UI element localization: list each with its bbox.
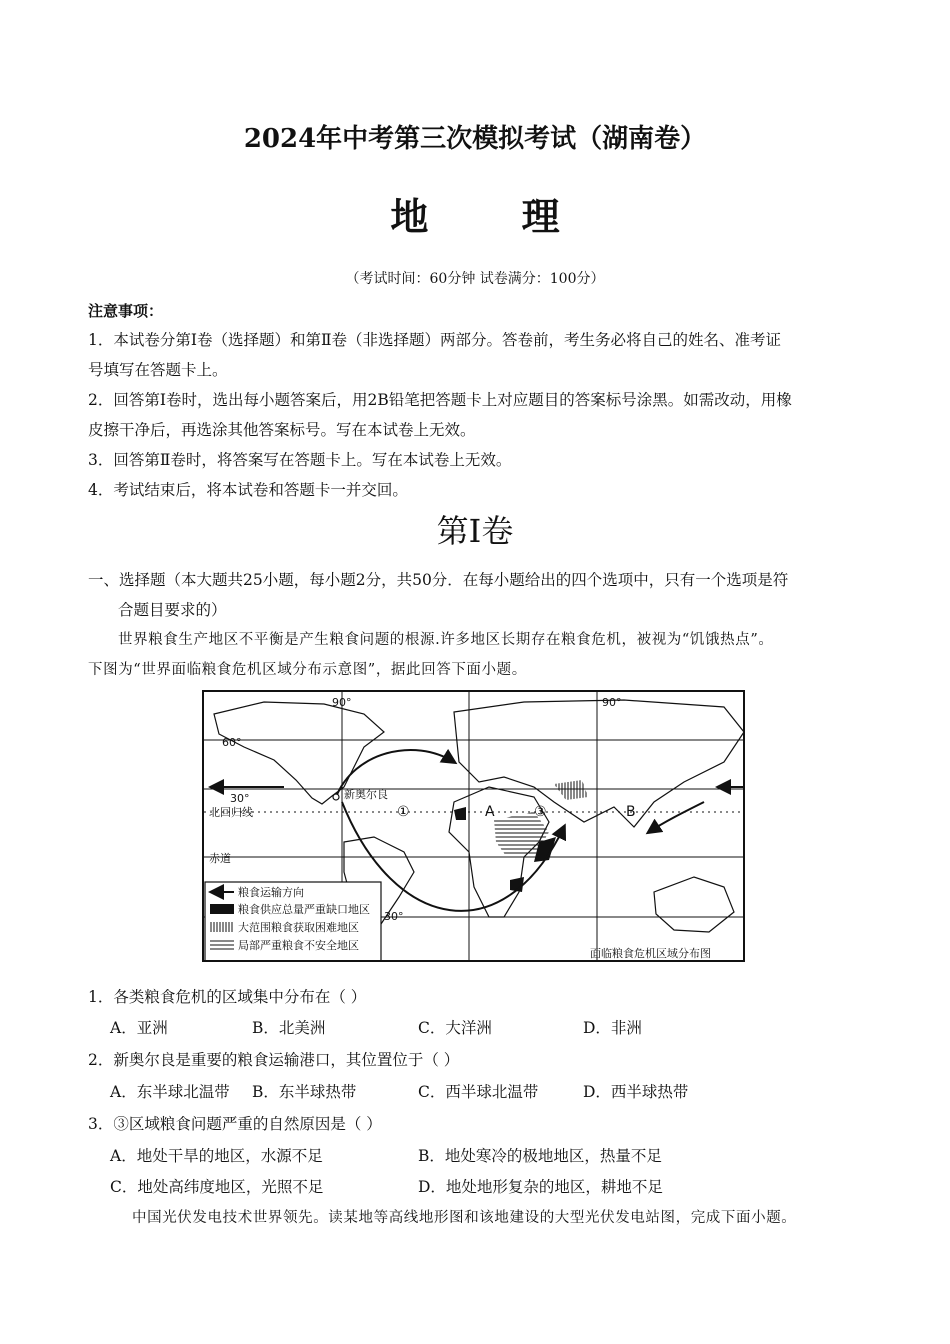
notice-line-1: 1．本试卷分第Ⅰ卷（选择题）和第Ⅱ卷（非选择题）两部分。答卷前，考生务必将自己的姓名、准考证 <box>88 331 782 349</box>
lat-60-label: 60° <box>222 736 242 749</box>
crisis-region-3 <box>554 780 588 800</box>
world-map-figure <box>202 690 745 962</box>
world-map-svg <box>204 692 745 962</box>
subject-title: 地 理 <box>390 194 600 239</box>
question-1-option-d: D．非洲 <box>583 1019 642 1037</box>
question-1-stem: 1．各类粮食危机的区域集中分布在（ ） <box>88 988 367 1006</box>
australia-outline <box>654 877 734 932</box>
section-heading-line-2: 合题目要求的） <box>118 601 227 619</box>
question-3-stem: 3．③区域粮食问题严重的自然原因是（ ） <box>88 1115 382 1133</box>
eurasia-outline <box>454 700 744 827</box>
volume-title: 第Ⅰ卷 <box>436 512 514 550</box>
question-2-option-d: D．西半球热带 <box>583 1083 689 1101</box>
intro-line-1: 世界粮食生产地区不平衡是产生粮食问题的根源.许多地区长期存在粮食危机，被视为“饥饿热点”。 <box>118 632 774 648</box>
lon-90e-label: 90° <box>602 696 622 709</box>
question-2-option-a: A．东半球北温带 <box>110 1083 230 1101</box>
lon-90w-label: 90° <box>332 696 352 709</box>
exam-title: 2024年中考第三次模拟考试（湖南卷） <box>243 124 707 154</box>
legend-item-1: 粮食运输方向 <box>238 886 304 899</box>
next-section-intro: 中国光伏发电技术世界领先。读某地等高线地形图和该地建设的大型光伏发电站图，完成下面小题。 <box>132 1210 797 1226</box>
legend-item-3: 大范围粮食获取困难地区 <box>238 921 359 934</box>
question-3-option-c: C．地处高纬度地区，光照不足 <box>110 1178 324 1196</box>
tropic-label: 北回归线 <box>209 806 253 819</box>
notice-line-4: 皮擦干净后，再选涂其他答案标号。写在本试卷上无效。 <box>88 421 476 439</box>
question-3-option-d: D．地处地形复杂的地区，耕地不足 <box>418 1178 663 1196</box>
question-1-option-a: A．亚洲 <box>110 1019 168 1037</box>
notice-line-5: 3．回答第Ⅱ卷时，将答案写在答题卡上。写在本试卷上无效。 <box>88 451 512 469</box>
crisis-region-1 <box>454 807 466 820</box>
notice-line-2: 号填写在答题卡上。 <box>88 361 228 379</box>
legend-hatch-symbol <box>210 940 234 950</box>
legend-item-2: 粮食供应总量严重缺口地区 <box>238 903 370 916</box>
question-2-option-b: B．东半球热带 <box>252 1083 357 1101</box>
section-heading-line-1: 一、选择题（本大题共25小题，每小题2分，共50分．在每小题给出的四个选项中，只有一个选项是符 <box>88 571 789 589</box>
notice-line-3: 2．回答第Ⅰ卷时，选出每小题答案后，用2B铅笔把答题卡上对应题目的答案标号涂黑。如需改动，用橡 <box>88 391 792 409</box>
notice-heading: 注意事项： <box>88 302 164 320</box>
question-3-option-b: B．地处寒冷的极地地区，热量不足 <box>418 1147 662 1165</box>
region-1-label: ① <box>397 804 410 820</box>
equator-label: 赤道 <box>209 852 231 865</box>
region-3-label: ③ <box>534 804 547 820</box>
region-a-label: A <box>485 804 495 820</box>
question-3-option-a: A．地处干旱的地区，水源不足 <box>110 1147 323 1165</box>
question-2-stem: 2．新奥尔良是重要的粮食运输港口，其位置位于（ ） <box>88 1051 460 1069</box>
legend-vhatch-symbol <box>210 922 234 932</box>
question-1-option-c: C．大洋洲 <box>418 1019 492 1037</box>
port-label: 新奥尔良 <box>344 788 388 801</box>
transport-arrow-asia <box>649 802 704 832</box>
lat-30s-label: 30° <box>384 910 404 923</box>
port-new-orleans-marker <box>333 794 339 800</box>
notice-line-6: 4．考试结束后，将本试卷和答题卡一并交回。 <box>88 481 408 499</box>
question-1-option-b: B．北美洲 <box>252 1019 326 1037</box>
lat-30n-label: 30° <box>230 792 250 805</box>
map-caption: 面临粮食危机区域分布图 <box>590 947 711 960</box>
legend-item-4: 局部严重粮食不安全地区 <box>238 939 359 952</box>
intro-line-2: 下图为“世界面临粮食危机区域分布示意图”，据此回答下面小题。 <box>88 662 527 678</box>
region-b-label: B <box>626 804 636 820</box>
exam-info: （考试时间：60分钟 试卷满分：100分） <box>345 271 605 287</box>
question-2-option-c: C．西半球北温带 <box>418 1083 539 1101</box>
legend-solid-symbol <box>210 904 234 914</box>
